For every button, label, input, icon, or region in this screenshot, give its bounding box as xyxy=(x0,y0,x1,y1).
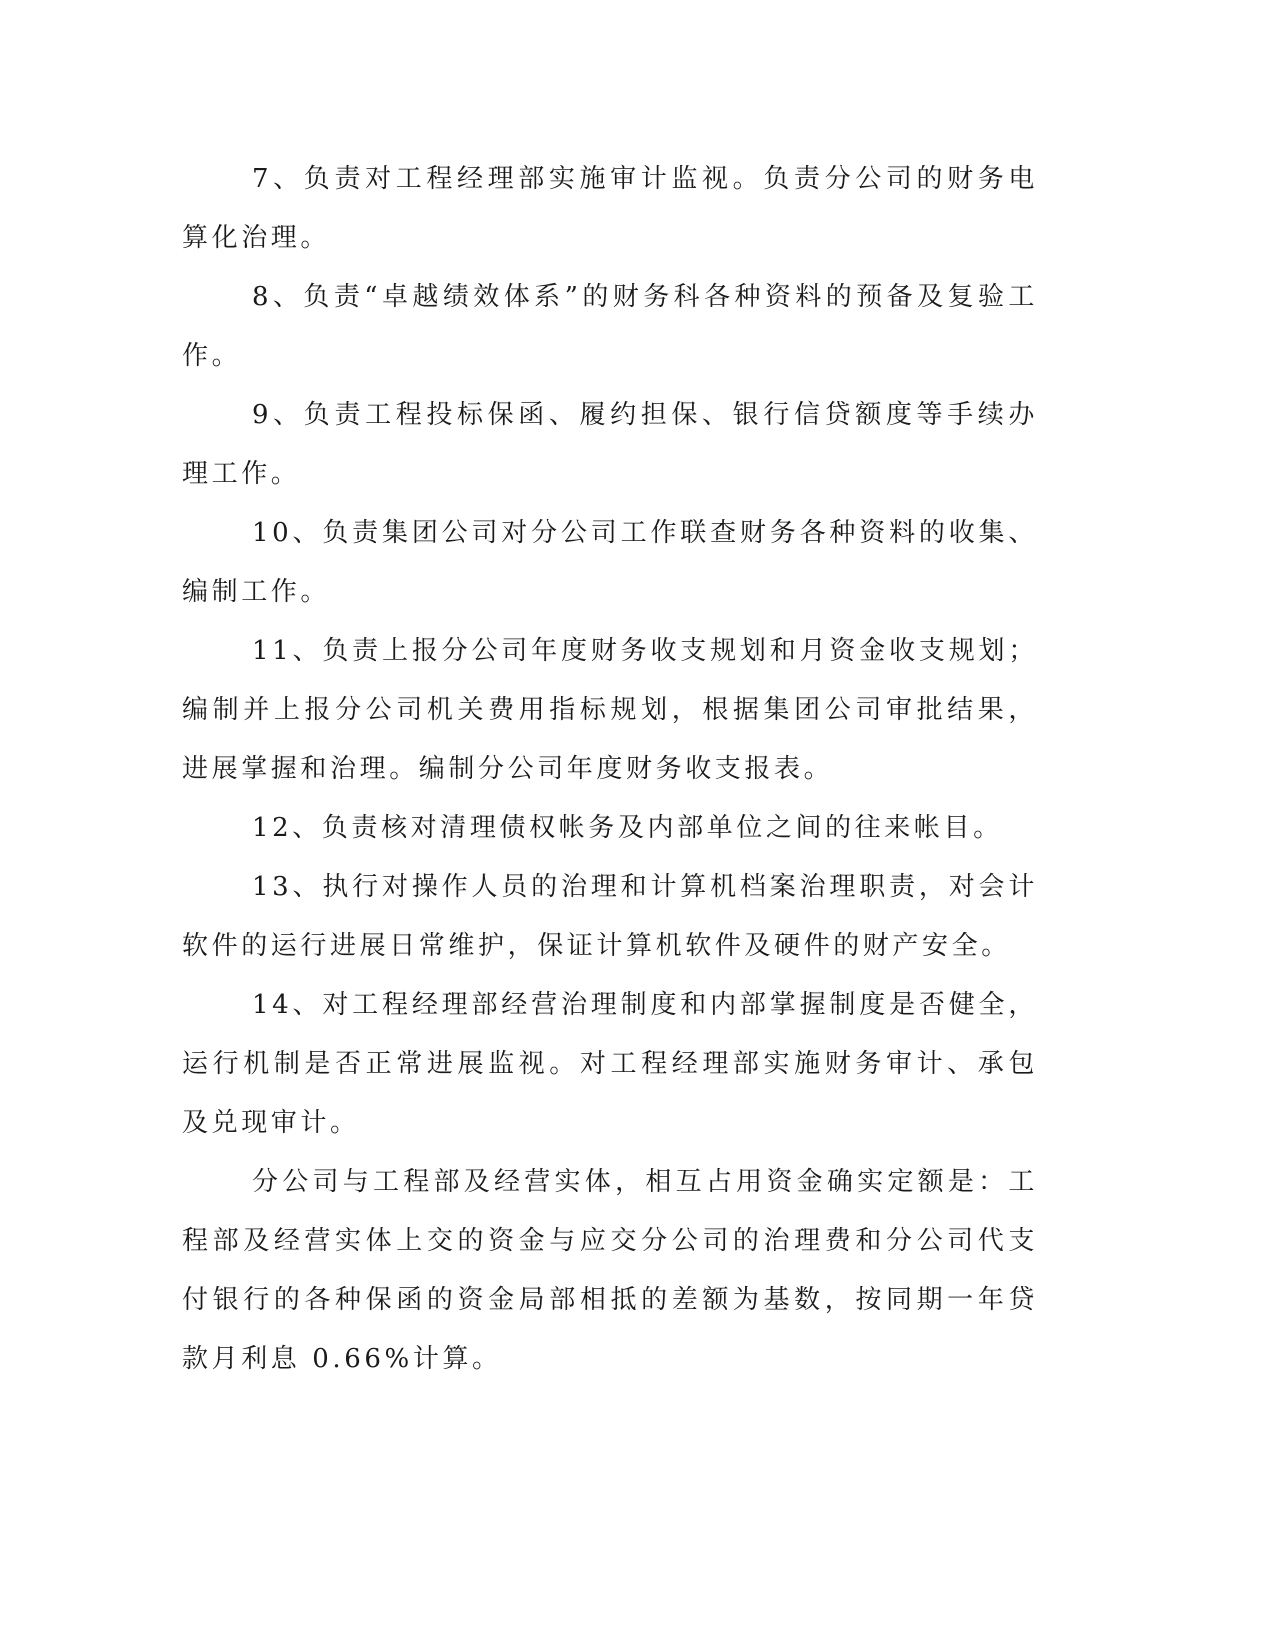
paragraph-item-12: 12、负责核对清理债权帐务及内部单位之间的往来帐目。 xyxy=(252,813,1003,843)
paragraph-item-8: 8、负责“卓越绩效体系”的财务科各种资料的预备及复验工作。 xyxy=(182,282,1038,371)
paragraph-item-11: 11、负责上报分公司年度财务收支规划和月资金收支规划；编制并上报分公司机关费用指标规划，根据集团公司审批结果，进展掌握和治理。编制分公司年度财务收支报表。 xyxy=(182,636,1038,784)
paragraph-item-7: 7、负责对工程经理部实施审计监视。负责分公司的财务电算化治理。 xyxy=(182,164,1038,253)
paragraph-fund-rule: 分公司与工程部及经营实体，相互占用资金确实定额是：工程部及经营实体上交的资金与应交分公司的治理费和分公司代支付银行的各种保函的资金局部相抵的差额为基数，按同期一年贷款月利息 0.66%计算。 xyxy=(182,1167,1038,1374)
paragraph-item-10: 10、负责集团公司对分公司工作联查财务各种资料的收集、编制工作。 xyxy=(182,518,1038,607)
paragraph-item-9: 9、负责工程投标保函、履约担保、银行信贷额度等手续办理工作。 xyxy=(182,400,1038,489)
paragraph-item-13: 13、执行对操作人员的治理和计算机档案治理职责，对会计软件的运行进展日常维护，保证计算机软件及硬件的财产安全。 xyxy=(182,872,1038,961)
document-body xyxy=(182,150,1038,1389)
paragraph-item-14: 14、对工程经理部经营治理制度和内部掌握制度是否健全，运行机制是否正常进展监视。对工程经理部实施财务审计、承包及兑现审计。 xyxy=(182,990,1038,1138)
